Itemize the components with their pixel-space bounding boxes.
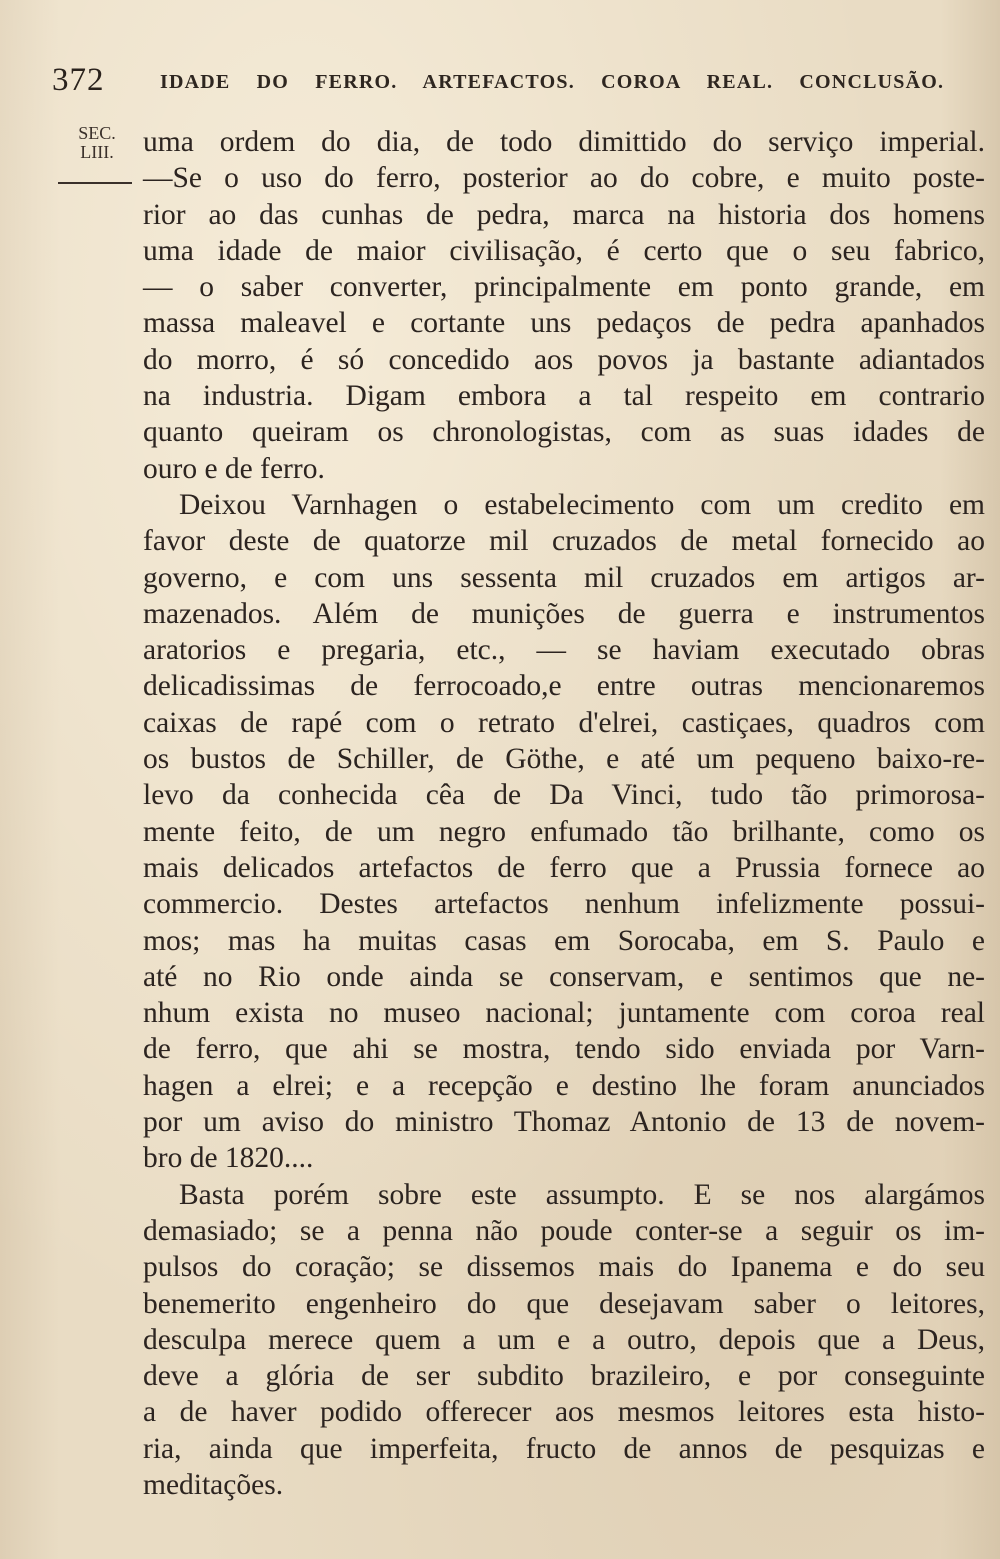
paragraph-first-line: Deixou Varnhagen o estabelecimento com um credito em (179, 488, 985, 521)
text-line: uma ordem do dia, de todo dimittido do serviço imperial. (143, 126, 985, 158)
text-line: bro de 1820.... (143, 1142, 314, 1175)
text-line: quanto queiram os chronologistas, com as suas idades de (143, 416, 985, 449)
text-line: hagen a elrei; e a recepção e destino lhe foram anunciados (143, 1069, 985, 1102)
text-line: do morro, é só concedido aos povos ja bastante adiantados (143, 343, 985, 376)
text-line: desculpa merece quem a um e a outro, depois que a Deus, (143, 1323, 985, 1356)
text-line: levo da conhecida cêa de Da Vinci, tudo tão primorosa- (143, 779, 985, 812)
text-line: delicadissimas de ferrocoado,e entre outras mencionaremos (143, 670, 985, 703)
text-line: aratorios e pregaria, etc., — se haviam executado obras (143, 634, 985, 667)
text-line: por um aviso do ministro Thomaz Antonio de 13 de novem- (143, 1106, 985, 1139)
text-line: massa maleavel e cortante uns pedaços de pedra apanhados (143, 307, 985, 340)
text-line: demasiado; se a penna não poude conter-se a seguir os im- (143, 1214, 985, 1247)
text-line: — o saber converter, principalmente em ponto grande, em (143, 271, 985, 304)
text-line: mente feito, de um negro enfumado tão brilhante, como os (143, 815, 985, 848)
text-line: pulsos do coração; se dissemos mais do Ipanema e do seu (143, 1251, 985, 1284)
text-line: rior ao das cunhas de pedra, marca na historia dos homens (143, 198, 985, 231)
text-line: governo, e com uns sessenta mil cruzados em artigos ar- (143, 561, 985, 594)
text-line: nhum exista no museo nacional; juntamente com coroa real (143, 997, 985, 1030)
text-line: os bustos de Schiller, de Göthe, e até um pequeno baixo-re- (143, 743, 985, 776)
text-line: caixas de rapé com o retrato d'elrei, castiçaes, quadros com (143, 706, 985, 739)
text-line: commercio. Destes artefactos nenhum infelizmente possui- (143, 888, 985, 921)
text-line: a de haver podido offerecer aos mesmos leitores esta histo- (143, 1396, 985, 1429)
text-line: ouro e de ferro. (143, 452, 325, 485)
text-line: meditações. (143, 1468, 284, 1501)
running-title: IDADE DO FERRO. ARTEFACTOS. COROA REAL. CONCLUSÃO. (160, 71, 945, 93)
text-line: —Se o uso do ferro, posterior ao do cobre, e muito poste- (143, 162, 985, 195)
page-number: 372 (52, 62, 105, 98)
paragraph-first-line: Basta porém sobre este assumpto. E se nos alargámos (179, 1178, 985, 1211)
section-label: SEC. (78, 123, 116, 143)
text-line: até no Rio onde ainda se conservam, e sentimos que ne- (143, 960, 985, 993)
text-line: mos; mas ha muitas casas em Sorocaba, em S. Paulo e (143, 924, 985, 957)
body-text (143, 124, 985, 1503)
sidenote-rule (58, 182, 132, 184)
section-number: LIII. (80, 142, 114, 162)
text-line: uma idade de maior civilisação, é certo que o seu fabrico, (143, 234, 985, 267)
text-line: mazenados. Além de munições de guerra e instrumentos (143, 597, 985, 630)
text-line: na industria. Digam embora a tal respeito em contrario (143, 380, 985, 413)
text-line: deve a glória de ser subdito brazileiro, e por conseguinte (143, 1360, 985, 1393)
text-line: mais delicados artefactos de ferro que a Prussia fornece ao (143, 851, 985, 884)
text-line: ria, ainda que imperfeita, fructo de annos de pesquizas e (143, 1432, 985, 1465)
text-line: favor deste de quatorze mil cruzados de metal fornecido ao (143, 525, 985, 558)
text-line: benemerito engenheiro do que desejavam saber o leitores, (143, 1287, 985, 1320)
running-head (52, 62, 962, 98)
text-line: de ferro, que ahi se mostra, tendo sido enviada por Varn- (143, 1033, 985, 1066)
section-sidenote (62, 124, 132, 162)
